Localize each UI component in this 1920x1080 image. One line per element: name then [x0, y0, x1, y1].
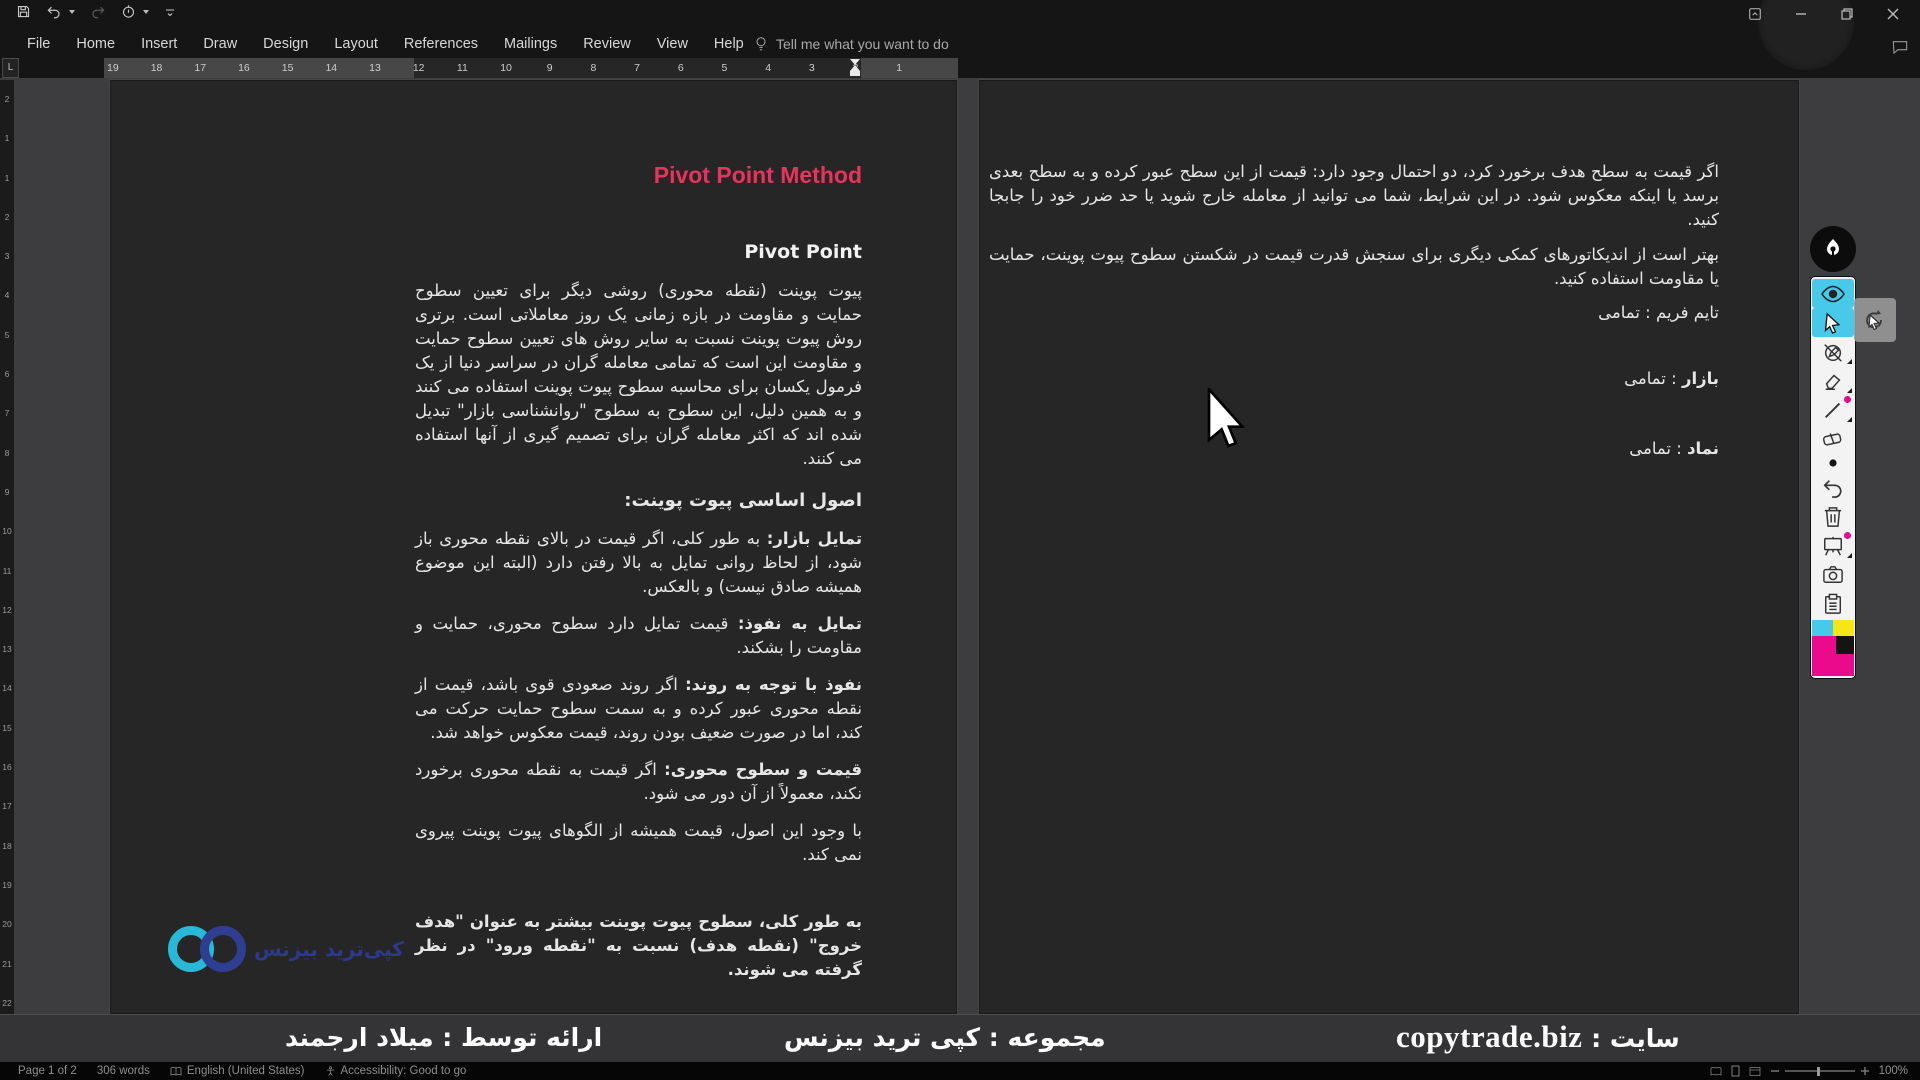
web-layout-icon[interactable] [1749, 1066, 1761, 1077]
accessibility-status[interactable]: Accessibility: Good to go [325, 1065, 467, 1077]
ruler-numbers: 19 18 17 16 15 14 13 12 11 10 9 8 7 6 5 4 3 1 [107, 62, 903, 74]
black-swatch[interactable] [1836, 636, 1854, 654]
intro-paragraph: پیوت پوینت (نقطه محوری) روشی دیگر برای تعیین سطوح حمایت و مقاومت در بازه زمانی یک روز معاملاتی است. برتری روش پیوت پوینت نسبت به سایر روش های تعیین سطوح حمایت و مقاومت این است که تمامی معامله گران در سراسر دنیا از یک فرمول یکسان برای محاسبه سطوح پیوت پوینت استفاده می کنند و به همین دلیل، این سطوح به سطوح "روانشناسی بازار" تبدیل شده اند که اکثر معامله گران برای تصمیم گیری از آنها استفاده می کنند. [415, 281, 862, 468]
restore-button[interactable] [1824, 0, 1870, 28]
proofing-book-icon [170, 1066, 182, 1077]
field-symbol: نماد : تمامی [1629, 439, 1719, 458]
pen-tool-disabled[interactable] [1812, 337, 1854, 366]
whiteboard-tool[interactable] [1812, 531, 1854, 560]
word-count[interactable]: 306 words [96, 1065, 150, 1077]
cyan-swatch[interactable] [1812, 620, 1833, 636]
undo-dropdown-caret[interactable] [69, 10, 75, 14]
ribbon-tab[interactable]: File [27, 36, 51, 52]
quick-access-toolbar [16, 4, 176, 19]
notes-clipboard-tool[interactable] [1812, 589, 1854, 618]
principle-2: تمایل به نفوذ: قیمت تمایل دارد سطوح محوری، حمایت و مقاومت را بشکند. [415, 614, 862, 657]
ribbon-tab[interactable]: Home [76, 36, 116, 52]
ribbon-tab[interactable]: Draw [203, 36, 238, 52]
tell-me-box[interactable] [754, 30, 949, 58]
caption-presenter: ارائه توسط : میلاد ارجمند [285, 1023, 603, 1052]
ribbon-tab[interactable]: References [403, 36, 479, 52]
field-timeframe: تایم فریم : تمامی [1598, 303, 1719, 322]
ribbon-tab[interactable]: View [656, 36, 688, 52]
ribbon-tab[interactable]: Layout [334, 36, 378, 52]
magenta-swatch[interactable] [1812, 636, 1854, 676]
doc-heading-pivot-point: Pivot Point [744, 241, 862, 263]
save-icon[interactable] [16, 4, 31, 19]
ribbon-tab[interactable]: Design [263, 36, 309, 52]
yellow-swatch[interactable] [1833, 620, 1854, 636]
caption-collection: مجموعه : کپی ترید بیزنس [784, 1023, 1106, 1052]
close-button[interactable] [1870, 0, 1916, 28]
highlighter-tool[interactable] [1812, 366, 1854, 395]
minimize-button[interactable] [1778, 0, 1824, 28]
touch-mouse-mode-icon[interactable] [121, 4, 136, 19]
logo-ring-blue [200, 926, 246, 972]
zoom-thumb[interactable] [1817, 1067, 1820, 1076]
section-heading: اصول اساسی پیوت پوینت: [624, 490, 862, 511]
eraser-tool[interactable] [1812, 424, 1854, 453]
copytrade-logo [168, 926, 404, 972]
language-indicator[interactable]: English (United States) [170, 1065, 305, 1077]
caption-site: سایت : copytrade.biz [1396, 1019, 1680, 1054]
zoom-track[interactable] [1785, 1070, 1855, 1072]
screenshot-camera-tool[interactable] [1812, 560, 1854, 589]
tab-stop-selector[interactable]: L [2, 58, 19, 78]
principle-3: نفوذ با توجه به روند: اگر روند صعودی قوی باشد، قیمت از نقطه محوری عبور کرده و به سمت سطوح حمایت حرکت می کند، اما در صورت ضعیف بودن روند، قیمت معکوس خواهد شد. [415, 675, 862, 742]
zoom-slider[interactable] [1771, 1067, 1869, 1075]
principle-1: تمایل بازار: به طور کلی، اگر قیمت در بالای نقطه محوری باز شود، از لحاظ روانی تمایل به بالا رفتن دارد (البته این موضوع همیشه صادق نیست) و بالعکس. [415, 529, 863, 596]
ribbon-display-options-icon[interactable] [1732, 0, 1778, 28]
lightbulb-icon [754, 36, 768, 52]
epic-pen-logo[interactable] [1810, 226, 1856, 272]
page2-paragraph-2: بهتر است از اندیکاتورهای کمکی دیگری برای سنجش قدرت قیمت در شکستن سطوح پیوت پوینت، حمایت یا مقاومت استفاده کنید. [989, 245, 1719, 288]
customize-qat-icon[interactable] [164, 6, 176, 18]
ribbon-tab[interactable]: Help [713, 36, 744, 52]
active-color-dot [1844, 532, 1851, 539]
visibility-eye-tool[interactable] [1812, 279, 1854, 308]
size-dot[interactable] [1812, 453, 1854, 473]
print-layout-icon[interactable] [1730, 1065, 1741, 1077]
indent-marker[interactable] [849, 58, 861, 82]
ribbon-tab[interactable]: Review [583, 36, 631, 52]
touch-mode-caret[interactable] [143, 10, 149, 14]
color-palette[interactable] [1812, 620, 1854, 676]
status-bar [0, 1062, 1920, 1080]
line-tool[interactable] [1812, 395, 1854, 424]
comments-bubble-icon[interactable] [1892, 40, 1908, 59]
accessibility-icon [325, 1066, 336, 1077]
ribbon-tabs [14, 30, 757, 58]
clear-trash-tool[interactable] [1812, 502, 1854, 531]
ribbon-tab[interactable]: Mailings [504, 36, 558, 52]
site-url: copytrade.biz [1396, 1019, 1583, 1054]
principle-4: قیمت و سطوح محوری: اگر قیمت به نقطه محوری برخورد نکند، معمولاً از آن دور می شود. [415, 760, 862, 803]
undo-icon[interactable] [46, 4, 62, 19]
doc-title: Pivot Point Method [653, 162, 862, 188]
title-bar [0, 0, 1920, 28]
read-mode-icon[interactable] [1710, 1066, 1722, 1077]
document-page-2[interactable] [979, 80, 1799, 1014]
field-market: بازار : تمامی [1624, 369, 1719, 388]
submenu-triangle [1847, 417, 1852, 422]
vertical-ruler: 2 1 1 2 3 4 5 6 7 8 9 10 11 12 13 14 15 16 17 18 19 20 21 22 [0, 80, 14, 1023]
note-paragraph: با وجود این اصول، قیمت همیشه از الگوهای پیوت پوینت پیروی نمی کند. [415, 821, 862, 864]
caption-strip [0, 1015, 1920, 1062]
redo-icon[interactable] [90, 4, 106, 19]
cursor-tool[interactable] [1812, 308, 1854, 337]
epic-pen-toolbar [1810, 226, 1860, 679]
undo-tool[interactable] [1812, 473, 1854, 502]
submenu-triangle [1847, 553, 1852, 558]
page2-paragraph-1: اگر قیمت به سطح هدف برخورد کرد، دو احتمال وجود دارد: قیمت از این سطح عبور کرده و به سطح بعدی برسد یا اینکه معکوس شود. در این شرایط، شما می توانید از معامله خارج شوید یا حد ضرر خود را جابجا کنید. [989, 162, 1719, 229]
submenu-triangle [1847, 388, 1852, 393]
tell-me-label[interactable]: Tell me what you want to do [776, 36, 949, 52]
document-page-1[interactable] [110, 80, 957, 1014]
zoom-percentage[interactable]: 100% [1878, 1065, 1908, 1077]
horizontal-ruler [104, 58, 958, 78]
bold-note-paragraph: به طور کلی، سطوح پیوت پوینت بیشتر به عنوان "هدف خروج" (نقطه هدف) نسبت به "نقطه ورود" در نظر گرفته می شوند. [415, 912, 862, 979]
view-mode-buttons [1710, 1065, 1761, 1077]
page-indicator[interactable]: Page 1 of 2 [18, 1065, 77, 1077]
ribbon-tab[interactable]: Insert [141, 36, 178, 52]
active-color-dot [1844, 396, 1851, 403]
epic-pen-drag-handle[interactable] [1854, 298, 1896, 342]
logo-wordmark: کپی‌ترید بیزنس [254, 937, 404, 961]
submenu-triangle [1847, 359, 1852, 364]
epic-pen-panel [1810, 276, 1856, 679]
mouse-cursor [1206, 388, 1252, 457]
window-controls [1732, 0, 1916, 28]
